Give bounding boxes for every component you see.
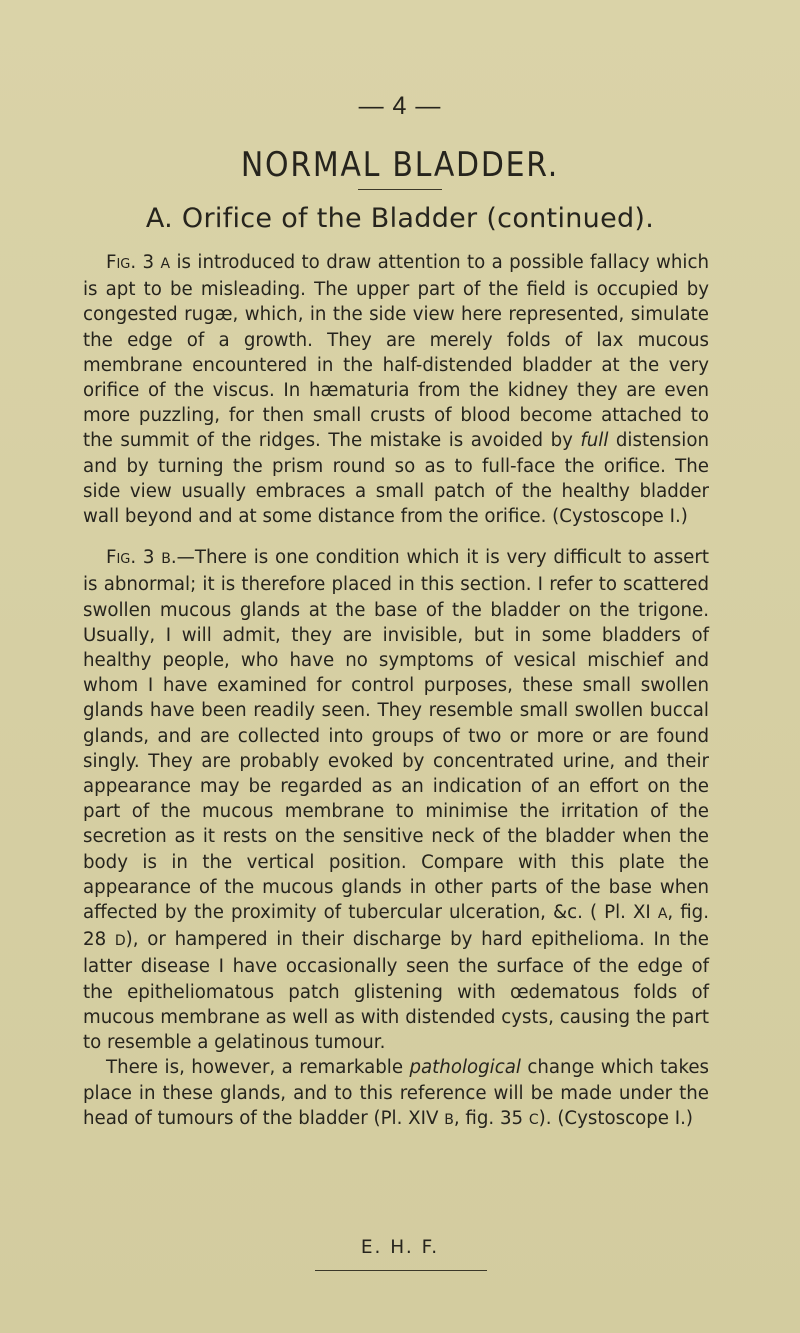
paragraph-fig-3b bbox=[83, 545, 709, 1055]
figure-letter: A bbox=[160, 256, 171, 272]
paragraph-pathological bbox=[83, 1055, 709, 1133]
figure-letter: C bbox=[528, 1111, 539, 1128]
figure-letter: B bbox=[161, 551, 171, 568]
paragraph-text: There is, however, a remarkable bbox=[106, 1057, 410, 1079]
paragraph-text: .—There is one condition which it is very difficult to assert is abnormal; it is therefore placed in this section. I refer to scattered swollen mucous glands at the base of the bladder on the trigone. Usually, I will admit, they are invisible, but in some bladders of healthy people, who have no symptoms of vesical mischief and whom I have examined for control purposes, these small swollen glands have been readily seen. They resemble small swollen buccal glands, and are collected into groups of two or more or are found singly. They are probably evoked by concentrated urine, and their appearance may be regarded as an indication of an effort on the part of the mucous membrane to minimise the irritation of the secretion as it rests on the sensitive neck of the bladder when the body is in the vertical position. Compare with this plate the appearance of the mucous glands in other parts of the base when affected by the proximity of tubercular ulceration, &c. ( Pl. XI bbox=[83, 547, 709, 924]
paragraph-text: change which takes place in these glands, and to this reference will be made under the head of tumours of the bladder (Pl. XIV bbox=[83, 1057, 709, 1129]
paragraph-fig-3a bbox=[83, 250, 709, 529]
emphasis-pathological: pathological bbox=[409, 1057, 521, 1079]
closing-divider bbox=[315, 1270, 487, 1271]
section-subtitle: A. Orifice of the Bladder (continued). bbox=[145, 203, 655, 234]
paragraph-text: is introduced to draw attention to a possible fallacy which is apt to be misleading. The upper part of the field is occupied by congested rugæ, which, in the side view here represented, simulate the edge of a growth. They are merely folds of lax mucous membrane encountered in the half-distended bladder at the very orifice of the viscus. In hæmaturia from the kidney they are even more puzzling, for then small crusts of blood become attached to the summit of the ridges. The mistake is avoided by bbox=[83, 252, 709, 452]
page-number: — 4 — bbox=[358, 92, 442, 120]
paragraph-text: ), or hampered in their discharge by hard epithelioma. In the latter disease I have occasionally seen the surface of the edge of the epitheliomatous patch glistening with œdematous folds of mucous membrane as well as with distended cysts, causing the part to resemble a gelatinous tumour. bbox=[83, 929, 709, 1054]
plate-letter: A bbox=[657, 906, 668, 923]
plate-letter: B bbox=[444, 1111, 454, 1128]
figure-number: , fig. 28 bbox=[83, 902, 709, 951]
page-title: NORMAL BLADDER. bbox=[240, 145, 560, 185]
paragraph-text: ). (Cystoscope I.) bbox=[538, 1107, 693, 1129]
body-text bbox=[83, 250, 709, 1133]
title-divider bbox=[358, 189, 442, 190]
emphasis-full: full bbox=[580, 430, 609, 452]
paragraph-text: distension and by turning the prism round so as to full-face the orifice. The side view usually embraces a small patch of the healthy bladder wall beyond and at some distance from the orifice. (Cystoscope I.) bbox=[83, 430, 709, 528]
figure-number: , fig. 35 bbox=[453, 1107, 529, 1129]
figure-ref: Fig. 3 bbox=[106, 252, 155, 273]
figure-letter: D bbox=[114, 933, 126, 950]
author-signature: E. H. F. bbox=[360, 1237, 440, 1258]
figure-ref: Fig. 3 bbox=[106, 547, 155, 569]
